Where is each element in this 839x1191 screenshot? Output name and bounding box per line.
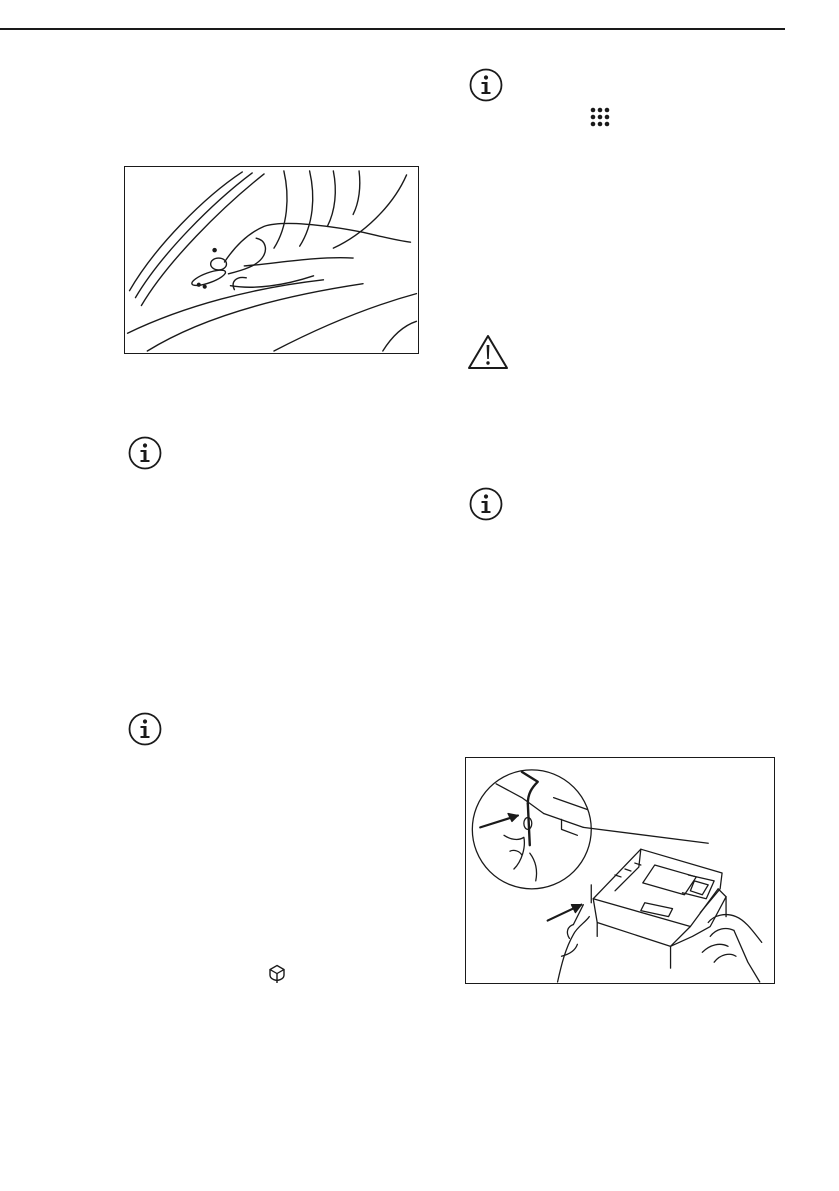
detergent-drawer-removal-illustration xyxy=(465,757,775,984)
info-icon xyxy=(469,68,503,102)
drum-door-seal-illustration xyxy=(124,166,419,354)
header-rule xyxy=(0,28,785,30)
eco-leaf-icon xyxy=(268,964,286,984)
drum-drawing xyxy=(125,167,418,353)
info-icon xyxy=(128,712,162,746)
drawer-drawing xyxy=(466,758,774,983)
nine-dot-grid-icon xyxy=(589,106,611,128)
info-icon xyxy=(128,436,162,470)
info-icon xyxy=(469,487,503,521)
warning-triangle-icon xyxy=(467,334,509,370)
